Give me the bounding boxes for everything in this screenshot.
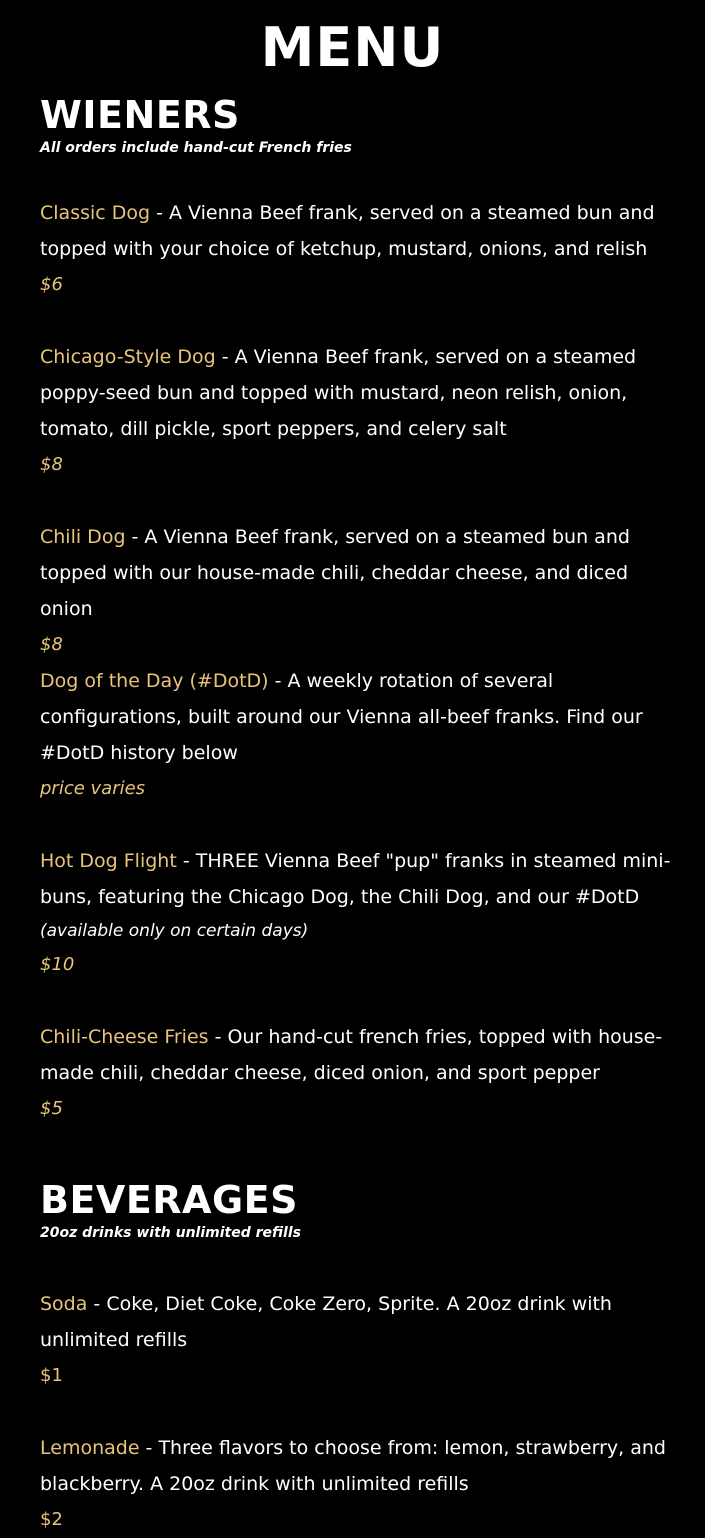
item-name: Classic Dog [40,202,151,224]
section-heading-wieners: WIENERS [40,93,240,137]
item-price: $8 [40,634,63,655]
page-title: MENU [260,16,445,79]
wieners-section [40,92,675,1132]
item-description: - A Vienna Beef frank, served on a steamed bun and topped with our house-made chili, cheddar cheese, and diced onion [40,526,630,620]
item-name: Chili-Cheese Fries [40,1026,209,1048]
item-name: Chili Dog [40,526,126,548]
item-description: - THREE Vienna Beef "pup" franks in steamed mini-buns, featuring the Chicago Dog, the Chili Dog, and our #DotD [40,850,671,908]
item-price: $2 [40,1509,63,1530]
item-description-block [40,1019,675,1091]
menu-item-classic-dog [40,195,675,303]
item-description-block [40,519,675,627]
item-price: $6 [40,274,63,295]
item-description: - Coke, Diet Coke, Coke Zero, Sprite. A 20oz drink with unlimited refills [40,1293,612,1351]
item-description: - Three flavors to choose from: lemon, strawberry, and blackberry. A 20oz drink with unlimited refills [40,1437,666,1495]
item-description: - Our hand-cut french fries, topped with house-made chili, cheddar cheese, diced onion, and sport pepper [40,1026,663,1084]
item-name: Chicago-Style Dog [40,346,216,368]
item-description-block [40,1430,675,1502]
item-description: - A weekly rotation of several configurations, built around our Vienna all-beef franks. Find our #DotD history below [40,670,643,764]
item-description-block [40,339,675,447]
item-description-block [40,1286,675,1358]
item-description-block [40,843,675,915]
item-price: $5 [40,1098,63,1119]
item-name: Hot Dog Flight [40,850,177,872]
item-description-block [40,663,675,771]
menu-item-chicago-style-dog [40,339,675,483]
item-description: - A Vienna Beef frank, served on a steamed bun and topped with your choice of ketchup, mustard, onions, and relish [40,202,655,260]
item-description-block [40,195,675,267]
menu-item-soda [40,1286,675,1394]
item-name: Dog of the Day (#DotD) [40,670,269,692]
item-description: - A Vienna Beef frank, served on a steamed poppy-seed bun and topped with mustard, neon relish, onion, tomato, dill pickle, sport peppers, and celery salt [40,346,637,440]
item-name: Soda [40,1293,88,1315]
beverages-section [40,1177,675,1529]
item-price: $1 [40,1365,63,1386]
menu-item-lemonade [40,1430,675,1538]
item-price: $10 [40,954,75,975]
section-subheading-wieners: All orders include hand-cut French fries [40,140,352,156]
menu-item-hot-dog-flight [40,843,675,983]
item-availability-note: (available only on certain days) [40,921,309,941]
section-heading-beverages: BEVERAGES [40,1178,298,1222]
menu-item-dog-of-the-day [40,663,675,807]
menu-item-chili-dog [40,519,675,663]
item-name: Lemonade [40,1437,140,1459]
section-subheading-beverages: 20oz drinks with unlimited refills [40,1225,301,1241]
menu-item-chili-cheese-fries [40,1019,675,1127]
item-price: $8 [40,454,63,475]
item-price: price varies [40,778,146,799]
